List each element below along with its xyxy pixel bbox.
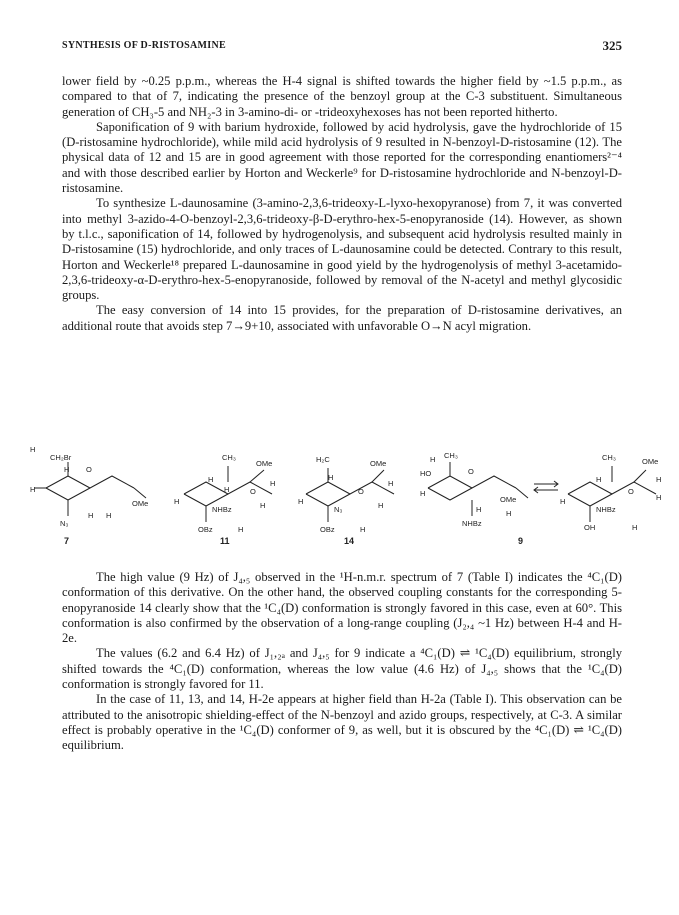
atom-label: H xyxy=(632,523,638,532)
paragraph: In the case of 11, 13, and 14, H-2e appears at higher field than H-2a (Table I). This observation can be attributed to the anisotropic shielding-effect of the N-benzoyl and azido groups, respectively, at C-3. A similar effect is probably operative in the ¹C₄(D) conformer of 9, as well, but it is obscured by the ⁴C₁(D) ⇌ ¹C₄(D) equilibrium. xyxy=(62,692,622,753)
paragraph: The values (6.2 and 6.4 Hz) of J₁,₂ₐ and J₄,₅ for 9 indicate a ⁴C₁(D) ⇌ ¹C₄(D) equilibrium, strongly shifted towards the ⁴C₁(D) conformation, whereas the low value (4.6 Hz) of J₄,₅ shows that the ¹C₄(D) conformation is strongly favored for 11. xyxy=(62,646,622,692)
atom-label: HO xyxy=(420,469,432,478)
atom-label: H₂C xyxy=(316,455,330,464)
atom-label: CH₃ xyxy=(444,451,458,460)
atom-label: H xyxy=(174,497,180,506)
paragraph: lower field by ~0.25 p.p.m., whereas the H-4 signal is shifted towards the higher field by ~1.5 p.p.m., as compared to that of 7, indicating the presence of the benzoyl group at the C-3 substituent. Simultaneous generation of CH₃-5 and NH₂-3 in 3-amino-di- or -trideoxyhexoses has not been reported hitherto. xyxy=(62,74,622,119)
scheme-drawing xyxy=(28,436,668,554)
paragraph: The easy conversion of 14 into 15 provides, for the preparation of D-ristosamine derivatives, an additional route that avoids step 7→9+10, associated with unfavorable O→N acyl migration. xyxy=(62,303,622,333)
atom-label: O xyxy=(86,465,92,474)
atom-label: H xyxy=(260,501,266,510)
atom-label: H xyxy=(298,497,304,506)
compound-number: 7 xyxy=(64,536,70,546)
atom-label: H xyxy=(420,489,426,498)
atom-label: H xyxy=(430,455,436,464)
atom-label: H xyxy=(208,475,214,484)
atom-label: O xyxy=(628,487,634,496)
page-number: 325 xyxy=(602,38,622,53)
atom-label: H xyxy=(476,505,482,514)
atom-label: N₃ xyxy=(60,519,69,528)
atom-label: H xyxy=(64,465,70,474)
atom-label: H xyxy=(270,479,276,488)
atom-label: OMe xyxy=(370,459,387,468)
body-text-top xyxy=(62,74,622,334)
running-head xyxy=(62,40,622,56)
conformation-scheme xyxy=(28,436,668,554)
atom-label: H xyxy=(360,525,366,534)
atom-label: OBz xyxy=(198,525,213,534)
atom-label: H xyxy=(88,511,94,520)
atom-label: H xyxy=(656,493,662,502)
atom-label: O xyxy=(358,487,364,496)
paragraph: Saponification of 9 with barium hydroxide, followed by acid hydrolysis, gave the hydrochloride of 15 (D-ristosamine hydrochloride), while mild acid hydrolysis of 9 resulted in N-benzoyl-D-ristosamine (12). The physical data of 12 and 15 are in good agreement with those reported for the corresponding enantiomers²⁻⁴ and with those described earlier by Horton and Weckerle⁹ for D-ristosamine hydrochloride and N-benzoyl-D-ristosamine. xyxy=(62,119,622,196)
atom-label: O xyxy=(250,487,256,496)
atom-label: NHBz xyxy=(212,505,232,514)
atom-label: OMe xyxy=(642,457,659,466)
atom-label: H xyxy=(106,511,112,520)
atom-label: H xyxy=(238,525,244,534)
atom-label: H xyxy=(560,497,566,506)
atom-label: H xyxy=(378,501,384,510)
atom-label: H xyxy=(596,475,602,484)
body-text-bottom xyxy=(62,570,622,754)
atom-label: H xyxy=(224,485,230,494)
compound-number: 11 xyxy=(220,536,230,546)
atom-label: H xyxy=(656,475,662,484)
running-title: SYNTHESIS OF D-RISTOSAMINE xyxy=(62,40,226,51)
atom-label: H xyxy=(30,445,36,454)
paragraph: The high value (9 Hz) of J₄,₅ observed in the ¹H-n.m.r. spectrum of 7 (Table I) indicates the ⁴C₁(D) conformation of this derivative. On the other hand, the observed coupling constants for the corresponding 5-enopyranoside 14 clearly show that the ¹C₄(D) conformation is strongly favored in this case, even at 60°. This conformation is also confirmed by the observation of a long-range coupling (J₂,₄ ~1 Hz) between H-4 and H-2e. xyxy=(62,570,622,646)
atom-label: OMe xyxy=(500,495,517,504)
atom-label: OH xyxy=(584,523,596,532)
atom-label: H xyxy=(328,473,334,482)
atom-label: H xyxy=(388,479,394,488)
paragraph: To synthesize L-daunosamine (3-amino-2,3,6-trideoxy-L-lyxo-hexopyranose) from 7, it was converted into methyl 3-azido-4-O-benzoyl-2,3,6-trideoxy-β-D-erythro-hex-5-enopyranoside (14). However, as shown by t.l.c., saponification of 14, followed by hydrogenolysis, and subsequent acid hydrolysis resulted mainly in D-ristosamine (15) hydrochloride, and only traces of L-daunosamine could be detected. Contrary to this result, Horton and Weckerle¹⁸ prepared L-daunosamine in good yield by the hydrogenolysis of methyl 3-acetamido-2,3,6-trideoxy-α-D-erythro-hex-5-enopyranoside, followed by removal of the N-acetyl and methyl glycosidic groups. xyxy=(62,196,622,303)
atom-label: OMe xyxy=(256,459,273,468)
atom-label: NHBz xyxy=(596,505,616,514)
atom-label: OBz xyxy=(320,525,335,534)
atom-label: CH₃ xyxy=(222,453,236,462)
atom-label: H xyxy=(506,509,512,518)
compound-number: 14 xyxy=(344,536,355,546)
atom-label: O xyxy=(468,467,474,476)
atom-label: OMe xyxy=(132,499,149,508)
compound-number: 9 xyxy=(518,536,524,546)
atom-label: N₃ xyxy=(334,505,343,514)
atom-label: CH₂Br xyxy=(50,453,72,462)
atom-label: CH₃ xyxy=(602,453,616,462)
atom-label: H xyxy=(30,485,36,494)
atom-label: NHBz xyxy=(462,519,482,528)
